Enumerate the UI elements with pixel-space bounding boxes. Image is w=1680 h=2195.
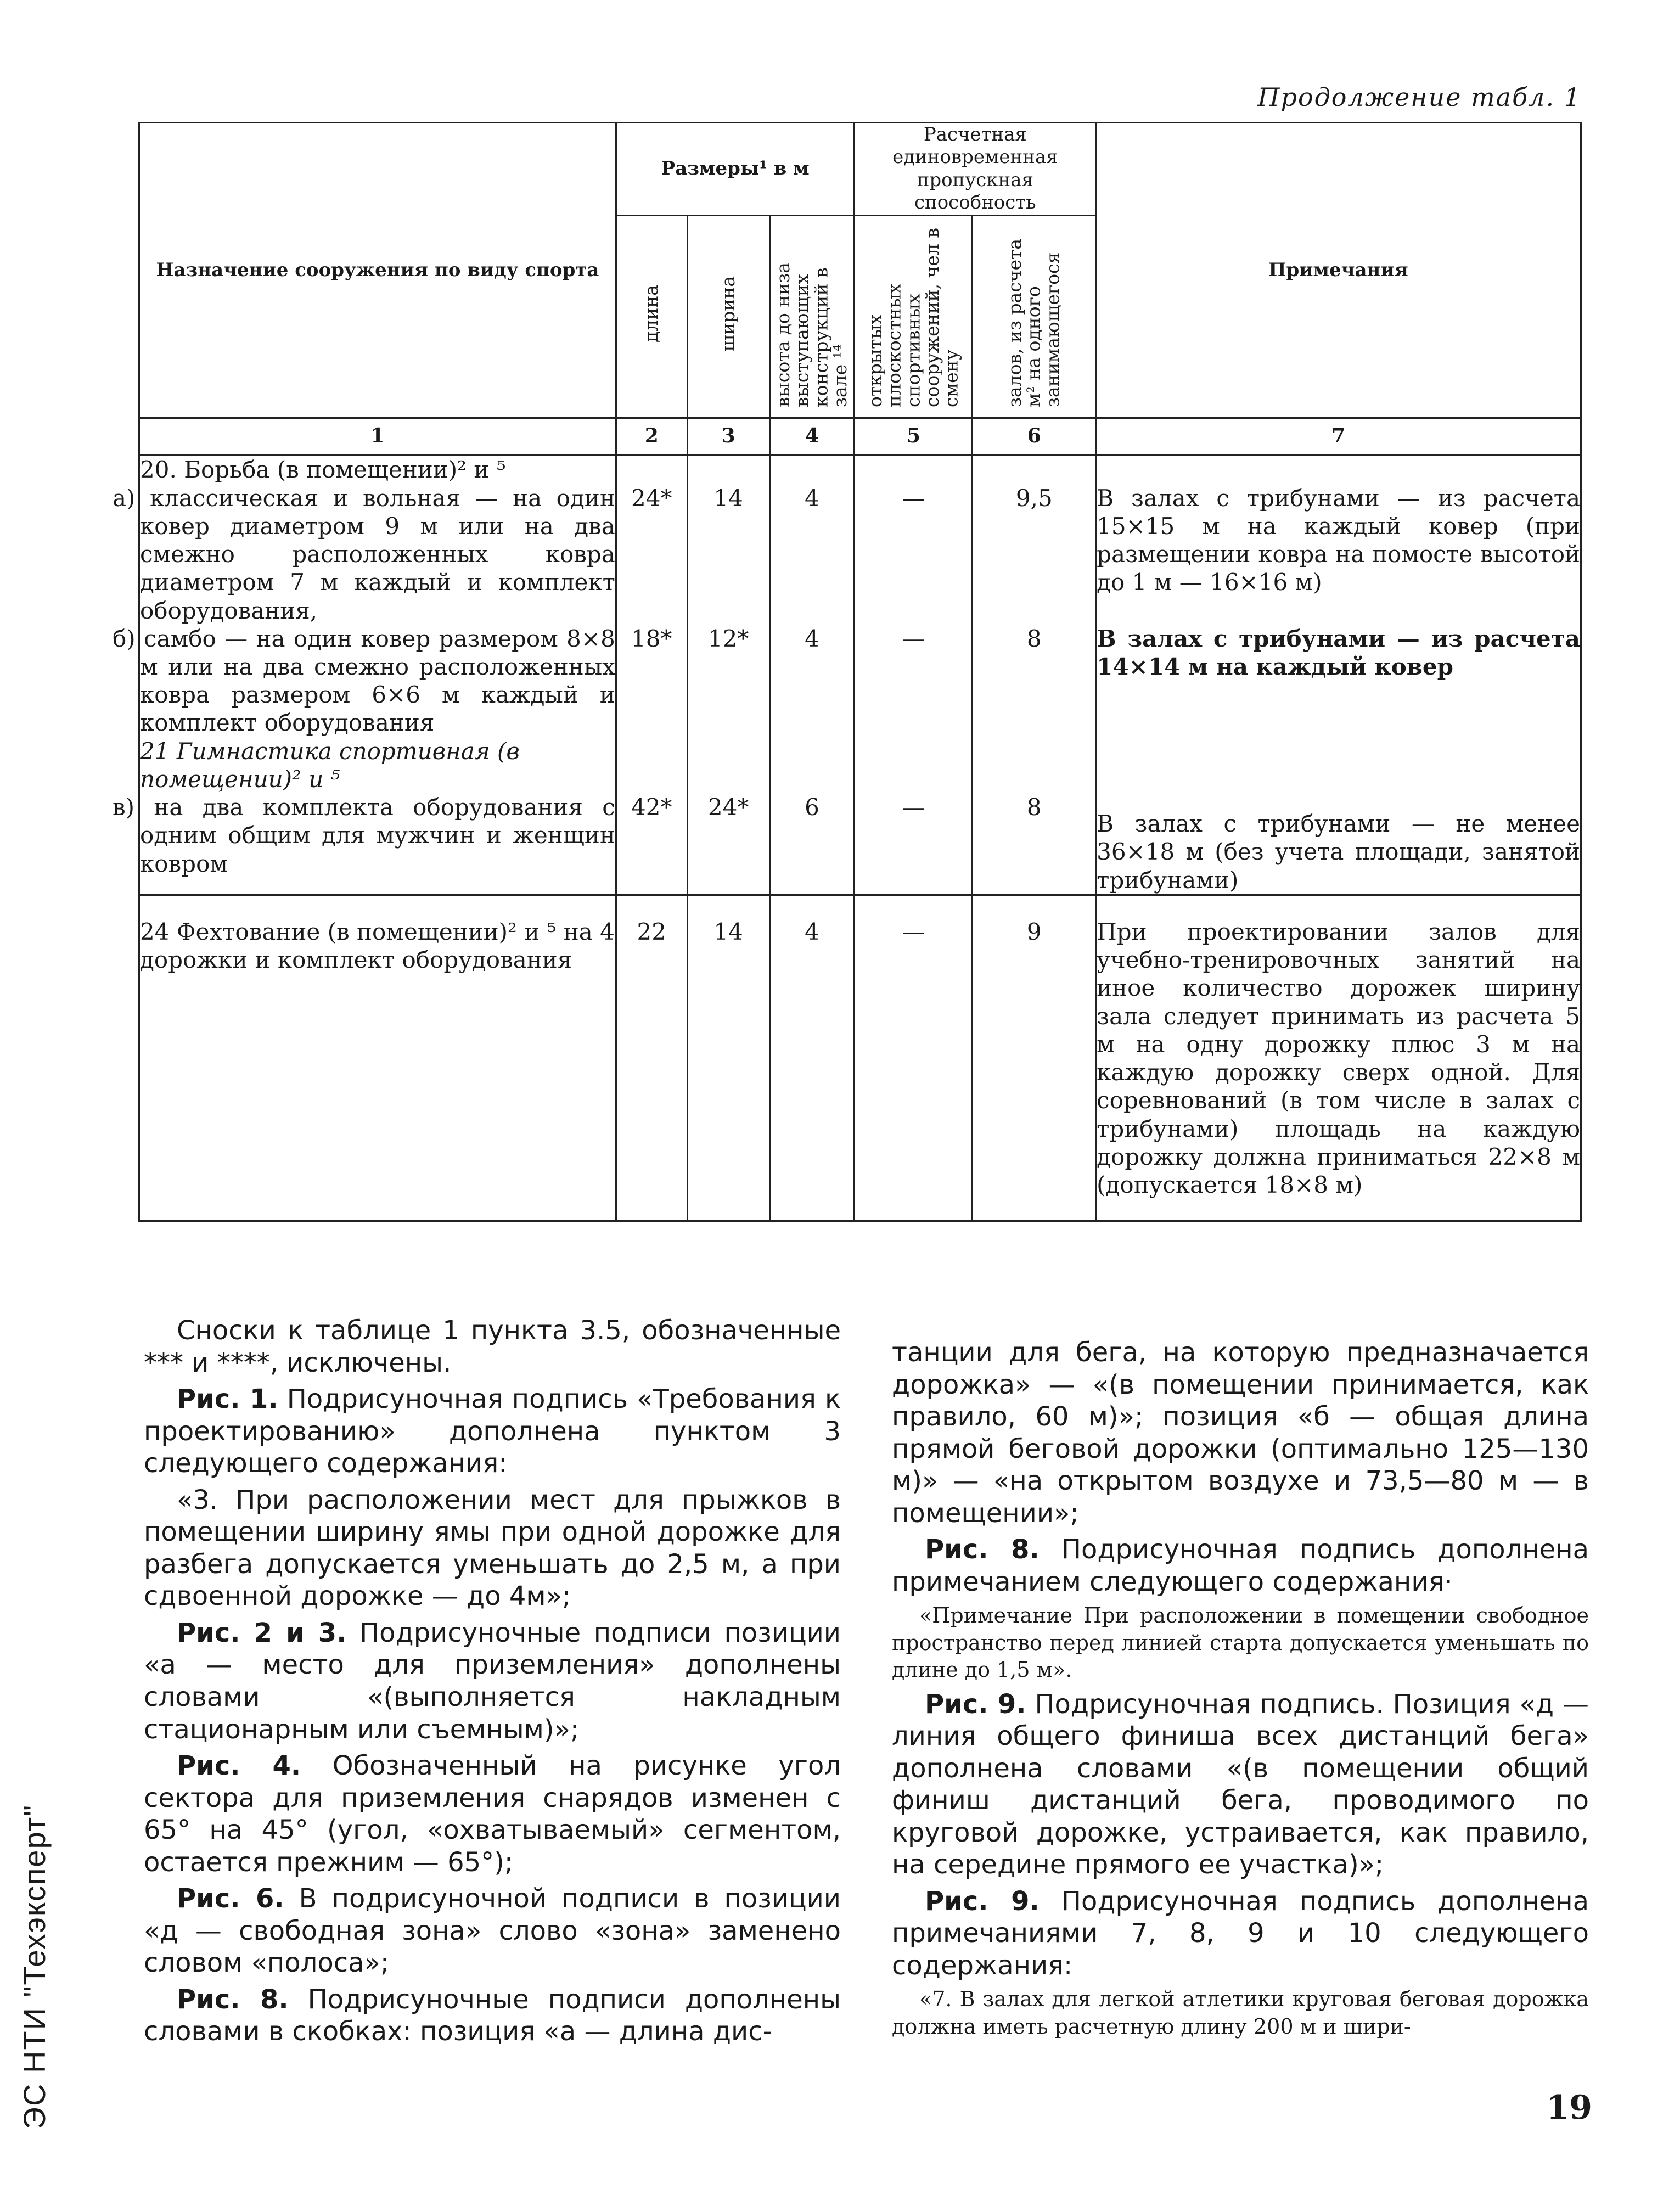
paragraph: Рис. 4. Обозначенный на рисунке угол сектора для приземления снарядов изменен с 65° на 45° (угол, «охватываемый» сегментом, остается прежним — 65°);: [144, 1750, 841, 1878]
cell-open: —: [855, 484, 973, 625]
page-number: 19: [1546, 2089, 1592, 2127]
header-width: ширина: [717, 276, 739, 352]
cell-note: В залах с трибунами — из расчета 15×15 м на каждый ковер (при размещении ковра на помосте высотой до 1 м — 16×16 м): [1096, 484, 1581, 625]
cell-width: 12*: [687, 625, 769, 737]
cell-height: 6: [769, 793, 855, 895]
cell-length: 18*: [616, 625, 687, 737]
cell-hall: 9: [973, 895, 1096, 1203]
cell-length: 22: [616, 895, 687, 1203]
cell-open: —: [855, 793, 973, 895]
paragraph: Рис. 2 и 3. Подрисуночные подписи позиции «а — место для приземления» дополнены словами «(выполняется накладным стационарным или съемным)»;: [144, 1617, 841, 1745]
header-height: высота до низа выступающих конструкций в зале ¹⁴: [772, 262, 851, 407]
cell-hall: 9,5: [973, 484, 1096, 625]
cell-hall: 8: [973, 625, 1096, 737]
cell-length: 42*: [616, 793, 687, 895]
paragraph: Рис. 9. Подрисуночная подпись дополнена примечаниями 7, 8, 9 и 10 следующего содержания:: [892, 1885, 1589, 1981]
cell-hall: 8: [973, 793, 1096, 895]
paragraph: Рис. 6. В подрисуночной подписи в позиции «д — свободная зона» слово «зона» заменено словом «полоса»;: [144, 1883, 841, 1979]
header-purpose: Назначение сооружения по виду спорта: [139, 123, 616, 418]
header-length: длина: [640, 285, 662, 343]
col-number: 1: [139, 418, 616, 455]
cell-open: —: [855, 895, 973, 1203]
header-notes: Примечания: [1096, 123, 1581, 418]
cell-length: 24*: [616, 484, 687, 625]
cell-width: 24*: [687, 793, 769, 895]
table-row: [139, 793, 1581, 895]
left-text-column: [144, 1315, 841, 2052]
column-numbers-row: [139, 418, 1581, 455]
cell-width: 14: [687, 895, 769, 1203]
row-name: а) классическая и вольная — на один ковер диаметром 9 м или на два смежно расположенных ковра диаметром 7 м каждый и комплект оборудования,: [113, 484, 615, 624]
cell-note: В залах с трибунами — не менее 36×18 м (без учета площади, занятой трибунами): [1096, 793, 1581, 895]
row-title: 20. Борьба (в помещении)² и ⁵: [139, 455, 616, 484]
header-halls: залов, из расчета м² на одного занимающегося: [1004, 238, 1064, 407]
col-number: 7: [1096, 418, 1581, 455]
row-title: 21 Гимнастика спортивная (в помещении)² и ⁵: [139, 737, 616, 793]
cell-width: 14: [687, 484, 769, 625]
paragraph: Рис. 9. Подрисуночная подпись. Позиция «д — линия общего финиша всех дистанций бега» дополнена словами «(в помещении общий финиш дистанций бега, проводимого по круговой дорожке, устраивается, как правило, на середине прямого ее участка)»;: [892, 1688, 1589, 1880]
paragraph: Рис. 1. Подрисуночная подпись «Требования к проектированию» дополнена пунктом 3 следующего содержания:: [144, 1384, 841, 1479]
sports-facilities-table: [113, 122, 1582, 1222]
paragraph: «7. В залах для легкой атлетики круговая беговая дорожка должна иметь расчетную длину 200 м и шири-: [892, 1987, 1589, 2039]
row-name: 24 Фехтование (в помещении)² и ⁵ на 4 дорожки и комплект оборудования: [139, 895, 616, 1203]
source-watermark-label: ЭС НТИ "Техэксперт": [17, 1804, 52, 2129]
col-number: 3: [687, 418, 769, 455]
row-name: б) самбо — на один ковер размером 8×8 м или на два смежно расположенных ковра размером 6×6 м каждый и комплект оборудования: [113, 625, 615, 737]
table-row: [139, 625, 1581, 737]
paragraph: «Примечание При расположении в помещении свободное пространство перед линией старта допускается уменьшать по длине до 1,5 м».: [892, 1603, 1589, 1682]
table-row: [139, 895, 1581, 1203]
cell-open: —: [855, 625, 973, 737]
cell-note: В залах с трибунами — из расчета 14×14 м на каждый ковер: [1096, 625, 1581, 737]
col-number: 4: [769, 418, 855, 455]
cell-height: 4: [769, 484, 855, 625]
paragraph: Рис. 8. Подрисуночная подпись дополнена примечанием следующего содержания·: [892, 1534, 1589, 1597]
col-number: 5: [855, 418, 973, 455]
table-continuation-caption: Продолжение табл. 1: [1257, 82, 1581, 112]
cell-note: При проектировании залов для учебно-тренировочных занятий на иное количество дорожек ширину зала следует принимать из расчета 5 м на одну дорожку плюс 3 м на каждую дорожку сверх одной. Для соревнований (в том числе в залах с трибунами) площадь на каждую дорожку должна приниматься 22×8 м (допускается 18×8 м): [1096, 895, 1581, 1203]
paragraph: «3. При расположении мест для прыжков в помещении ширину ямы при одной дорожке для разбега допускается уменьшать до 2,5 м, а при сдвоенной дорожке — до 4м»;: [144, 1484, 841, 1612]
header-open-facilities: открытых плоскостных спортивных сооружений, чел в смену: [864, 227, 962, 407]
table-row: [139, 455, 1581, 484]
paragraph: танции для бега, на которую предназначается дорожка» — «(в помещении принимается, как правило, 60 м)»; позиция «б — общая длина прямой беговой дорожки (оптимально 125—130 м)» — «на открытом воздухе и 73,5—80 м — в помещении»;: [892, 1337, 1589, 1529]
table-row: [139, 484, 1581, 625]
row-name: в) на два комплекта оборудования с одним общим для мужчин и женщин ковром: [139, 793, 616, 895]
right-text-column: [892, 1337, 1589, 2045]
paragraph: Сноски к таблице 1 пункта 3.5, обозначенные *** и ****, исключены.: [144, 1315, 841, 1378]
header-sizes: Размеры¹ в м: [616, 123, 855, 216]
table-row: [139, 737, 1581, 793]
paragraph: Рис. 8. Подрисуночные подписи дополнены словами в скобках: позиция «а — длина дис-: [144, 1984, 841, 2047]
cell-height: 4: [769, 895, 855, 1203]
cell-height: 4: [769, 625, 855, 737]
col-number: 6: [973, 418, 1096, 455]
col-number: 2: [616, 418, 687, 455]
header-capacity: Расчетная единовременная пропускная способность: [855, 123, 1096, 216]
